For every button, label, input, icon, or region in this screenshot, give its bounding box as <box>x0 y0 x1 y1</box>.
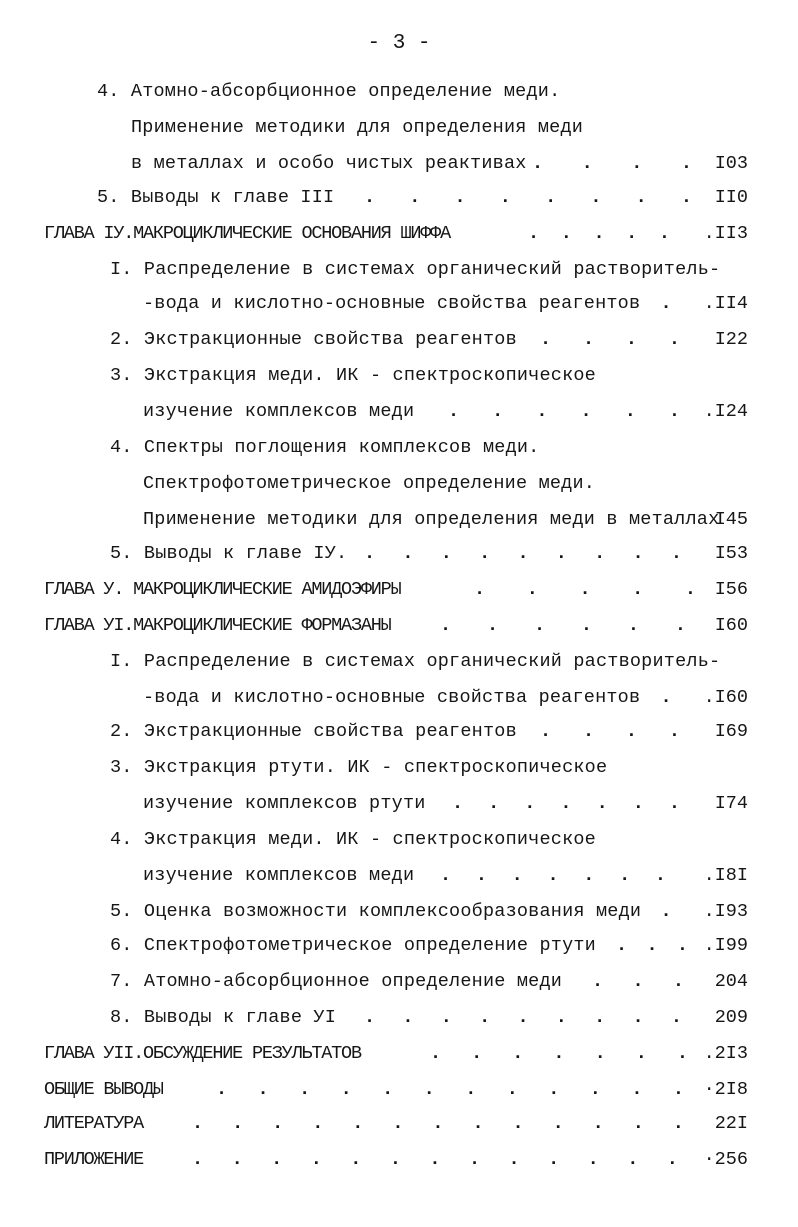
leader-dot: . <box>492 401 504 422</box>
leader-dot: . <box>471 1043 483 1064</box>
leader-dot: . <box>625 329 638 350</box>
toc-line: 5. Выводы к главе III <box>97 187 335 208</box>
leader-dot: . <box>423 1079 435 1100</box>
leader-dot: . <box>474 579 486 600</box>
toc-page-number: .II4 <box>703 293 748 314</box>
leader-dot: . <box>582 329 595 350</box>
toc-page-number: I69 <box>714 721 748 742</box>
toc-line: 4. Атомно-абсорбционное определение меди. <box>97 81 561 102</box>
leader-dot: . <box>666 1149 678 1170</box>
leader-dot: . <box>555 1007 567 1028</box>
dot-leader <box>192 1148 678 1172</box>
leader-dot: . <box>429 1149 441 1170</box>
toc-line: -вода и кислотно-основные свойства реагентов <box>143 293 641 314</box>
dot-leader <box>661 686 671 710</box>
toc-line: 4. Экстракция меди. ИК - спектроскопическое <box>110 829 596 850</box>
toc-line: 7. Атомно-абсорбционное определение меди <box>110 971 563 992</box>
leader-dot: . <box>684 579 696 600</box>
toc-line: 8. Выводы к главе УI <box>110 1007 337 1028</box>
leader-dot: . <box>512 1043 524 1064</box>
leader-dot: . <box>392 1113 404 1134</box>
leader-dot: . <box>583 865 595 886</box>
toc-line: 3. Экстракция меди. ИК - спектроскопическое <box>110 365 596 386</box>
toc-page-number: .I99 <box>703 935 748 956</box>
leader-dot: . <box>528 223 540 244</box>
toc-page-number: .2I3 <box>703 1043 748 1064</box>
toc-line: 5. Оценка возможности комплексообразования меди <box>110 901 642 922</box>
leader-dot: . <box>512 1113 524 1134</box>
leader-dot: . <box>632 579 644 600</box>
toc-page-number: 209 <box>714 1007 748 1028</box>
leader-dot: . <box>560 793 572 814</box>
leader-dot: . <box>192 1149 204 1170</box>
leader-dot: . <box>680 187 692 208</box>
leader-dot: . <box>581 153 593 174</box>
dot-leader <box>440 864 666 888</box>
leader-dot: . <box>448 401 460 422</box>
toc-line: 2. Экстракционные свойства реагентов <box>110 721 517 742</box>
toc-line: Спектрофотометрическое определение меди. <box>143 473 596 494</box>
dot-leader <box>448 400 680 424</box>
leader-dot: . <box>452 793 464 814</box>
dot-leader <box>364 542 682 566</box>
leader-dot: . <box>670 543 682 564</box>
leader-dot: . <box>511 865 523 886</box>
leader-dot: . <box>468 1149 481 1170</box>
toc-line: изучение комплексов ртути <box>143 793 426 814</box>
leader-dot: . <box>440 615 452 636</box>
leader-dot: . <box>672 971 684 992</box>
leader-dot: . <box>192 1113 204 1134</box>
leader-dot: . <box>632 543 644 564</box>
leader-dot: . <box>594 543 606 564</box>
leader-dot: . <box>658 223 670 244</box>
toc-chapter-heading: ПРИЛОЖЕНИЕ <box>44 1149 144 1170</box>
leader-dot: . <box>524 793 536 814</box>
leader-dot: . <box>432 1113 444 1134</box>
toc-page-number: ·2I8 <box>703 1079 748 1100</box>
leader-dot: . <box>626 223 638 244</box>
dot-leader <box>440 614 686 638</box>
leader-dot: . <box>272 1113 284 1134</box>
leader-dot: . <box>517 543 529 564</box>
leader-dot: . <box>552 1113 564 1134</box>
leader-dot: . <box>631 1079 643 1100</box>
leader-dot: . <box>402 543 414 564</box>
leader-dot: . <box>350 1149 362 1170</box>
toc-chapter-heading: ГЛАВА У. МАКРОЦИКЛИЧЕСКИЕ АМИДОЭФИРЫ <box>44 579 401 600</box>
leader-dot: . <box>579 579 591 600</box>
toc-page-number: .I93 <box>703 901 748 922</box>
dot-leader <box>532 152 692 176</box>
leader-dot: . <box>670 1007 682 1028</box>
toc-page-number: I03 <box>714 153 748 174</box>
toc-page-number: .II3 <box>703 223 748 244</box>
leader-dot: . <box>625 721 638 742</box>
leader-dot: . <box>594 1043 606 1064</box>
toc-page-number: I22 <box>714 329 748 350</box>
dot-leader <box>364 186 692 210</box>
leader-dot: . <box>440 543 452 564</box>
leader-dot: . <box>536 401 548 422</box>
toc-line: 3. Экстракция ртути. ИК - спектроскопическое <box>110 757 608 778</box>
leader-dot: . <box>382 1079 394 1100</box>
leader-dot: . <box>540 721 552 742</box>
toc-line: I. Распределение в системах органический растворитель- <box>110 259 721 280</box>
leader-dot: . <box>589 1079 601 1100</box>
dot-leader <box>430 1042 688 1066</box>
leader-dot: . <box>364 1007 376 1028</box>
leader-dot: . <box>632 971 644 992</box>
leader-dot: . <box>310 1149 322 1170</box>
dot-leader <box>474 578 696 602</box>
toc-page-number: ·256 <box>703 1149 748 1170</box>
leader-dot: . <box>668 401 680 422</box>
toc-line: Применение методики для определения меди <box>131 117 584 138</box>
toc-chapter-heading: ЛИТЕРАТУРА <box>44 1113 144 1134</box>
leader-dot: . <box>340 1079 352 1100</box>
leader-dot: . <box>668 721 680 742</box>
leader-dot: . <box>624 401 636 422</box>
leader-dot: . <box>627 615 639 636</box>
toc-page-number: 204 <box>714 971 748 992</box>
leader-dot: . <box>616 935 628 956</box>
dot-leader <box>452 792 680 816</box>
leader-dot: . <box>547 865 559 886</box>
leader-dot: . <box>389 1149 401 1170</box>
leader-dot: . <box>632 793 644 814</box>
leader-dot: . <box>526 579 538 600</box>
leader-dot: . <box>654 865 666 886</box>
leader-dot: . <box>540 329 552 350</box>
leader-dot: . <box>596 793 608 814</box>
leader-dot: . <box>430 1043 442 1064</box>
dot-leader <box>192 1112 684 1136</box>
dot-leader <box>528 222 670 246</box>
dot-leader <box>592 970 684 994</box>
toc-page-number: I74 <box>714 793 748 814</box>
dot-leader <box>540 328 680 352</box>
leader-dot: . <box>479 543 491 564</box>
leader-dot: . <box>440 1007 452 1028</box>
toc-chapter-heading: ГЛАВА УII.ОБСУЖДЕНИЕ РЕЗУЛЬТАТОВ <box>44 1043 361 1064</box>
leader-dot: . <box>627 1149 639 1170</box>
leader-dot: . <box>660 901 672 922</box>
leader-dot: . <box>312 1113 324 1134</box>
leader-dot: . <box>587 1149 599 1170</box>
leader-dot: . <box>454 187 466 208</box>
leader-dot: . <box>475 865 487 886</box>
leader-dot: . <box>488 793 500 814</box>
leader-dot: . <box>232 1113 244 1134</box>
leader-dot: . <box>472 1113 484 1134</box>
leader-dot: . <box>672 1113 684 1134</box>
dot-leader <box>540 720 680 744</box>
toc-page-number: II0 <box>714 187 748 208</box>
toc-line: -вода и кислотно-основные свойства реагентов <box>143 687 641 708</box>
leader-dot: . <box>674 615 686 636</box>
leader-dot: . <box>632 1007 644 1028</box>
leader-dot: . <box>364 543 376 564</box>
leader-dot: . <box>352 1113 364 1134</box>
leader-dot: . <box>532 153 544 174</box>
leader-dot: . <box>486 615 499 636</box>
toc-line: изучение комплексов меди <box>143 865 415 886</box>
toc-page-number: I60 <box>714 615 748 636</box>
leader-dot: . <box>257 1079 269 1100</box>
leader-dot: . <box>479 1007 491 1028</box>
leader-dot: . <box>580 401 592 422</box>
toc-page-number: 22I <box>714 1113 748 1134</box>
dot-leader <box>661 900 671 924</box>
leader-dot: . <box>631 153 643 174</box>
leader-dot: . <box>548 1079 560 1100</box>
dot-leader <box>616 934 688 958</box>
toc-line: 4. Спектры поглощения комплексов меди. <box>110 437 540 458</box>
toc-page-number: .I24 <box>703 401 748 422</box>
leader-dot: . <box>592 1113 604 1134</box>
leader-dot: . <box>271 1149 283 1170</box>
leader-dot: . <box>593 223 605 244</box>
leader-dot: . <box>632 1113 644 1134</box>
leader-dot: . <box>660 293 672 314</box>
leader-dot: . <box>668 329 680 350</box>
toc-line: 6. Спектрофотометрическое определение ртути <box>110 935 596 956</box>
leader-dot: . <box>592 971 604 992</box>
dot-leader <box>216 1078 684 1102</box>
dot-leader <box>364 1006 682 1030</box>
toc-chapter-heading: ГЛАВА УI.МАКРОЦИКЛИЧЕСКИЕ ФОРМАЗАНЫ <box>44 615 391 636</box>
leader-dot: . <box>402 1007 414 1028</box>
leader-dot: . <box>635 187 647 208</box>
toc-chapter-heading: ОБЩИЕ ВЫВОДЫ <box>44 1079 163 1100</box>
toc-page-number: .I60 <box>703 687 748 708</box>
leader-dot: . <box>672 1079 684 1100</box>
dot-leader <box>661 292 671 316</box>
toc-chapter-heading: ГЛАВА IУ.МАКРОЦИКЛИЧЕСКИЕ ОСНОВАНИЯ ШИФФА <box>44 223 450 244</box>
toc-line: изучение комплексов меди <box>143 401 415 422</box>
leader-dot: . <box>517 1007 529 1028</box>
page-number: - 3 - <box>367 32 431 55</box>
leader-dot: . <box>364 187 376 208</box>
toc-line: I. Распределение в системах органический растворитель- <box>110 651 721 672</box>
leader-dot: . <box>545 187 557 208</box>
leader-dot: . <box>555 543 567 564</box>
leader-dot: . <box>465 1079 477 1100</box>
toc-page-number: I45 <box>714 509 748 530</box>
leader-dot: . <box>499 187 511 208</box>
leader-dot: . <box>594 1007 606 1028</box>
leader-dot: . <box>646 935 658 956</box>
leader-dot: . <box>680 153 692 174</box>
leader-dot: . <box>660 687 672 708</box>
leader-dot: . <box>580 615 593 636</box>
leader-dot: . <box>560 223 572 244</box>
leader-dot: . <box>635 1043 647 1064</box>
leader-dot: . <box>409 187 421 208</box>
leader-dot: . <box>590 187 602 208</box>
leader-dot: . <box>533 615 546 636</box>
leader-dot: . <box>676 1043 688 1064</box>
leader-dot: . <box>216 1079 228 1100</box>
toc-page-number: I53 <box>714 543 748 564</box>
toc-line: 2. Экстракционные свойства реагентов <box>110 329 517 350</box>
toc-line: Применение методики для определения меди в металлах <box>143 509 720 530</box>
leader-dot: . <box>231 1149 243 1170</box>
toc-page-number: .I8I <box>703 865 748 886</box>
leader-dot: . <box>668 793 680 814</box>
leader-dot: . <box>508 1149 520 1170</box>
toc-line: 5. Выводы к главе IУ. <box>110 543 348 564</box>
toc-page-number: I56 <box>714 579 748 600</box>
toc-line: в металлах и особо чистых реактивах <box>131 153 527 174</box>
leader-dot: . <box>619 865 631 886</box>
leader-dot: . <box>676 935 688 956</box>
leader-dot: . <box>299 1079 311 1100</box>
leader-dot: . <box>506 1079 518 1100</box>
leader-dot: . <box>582 721 595 742</box>
leader-dot: . <box>553 1043 565 1064</box>
leader-dot: . <box>548 1149 560 1170</box>
leader-dot: . <box>440 865 452 886</box>
